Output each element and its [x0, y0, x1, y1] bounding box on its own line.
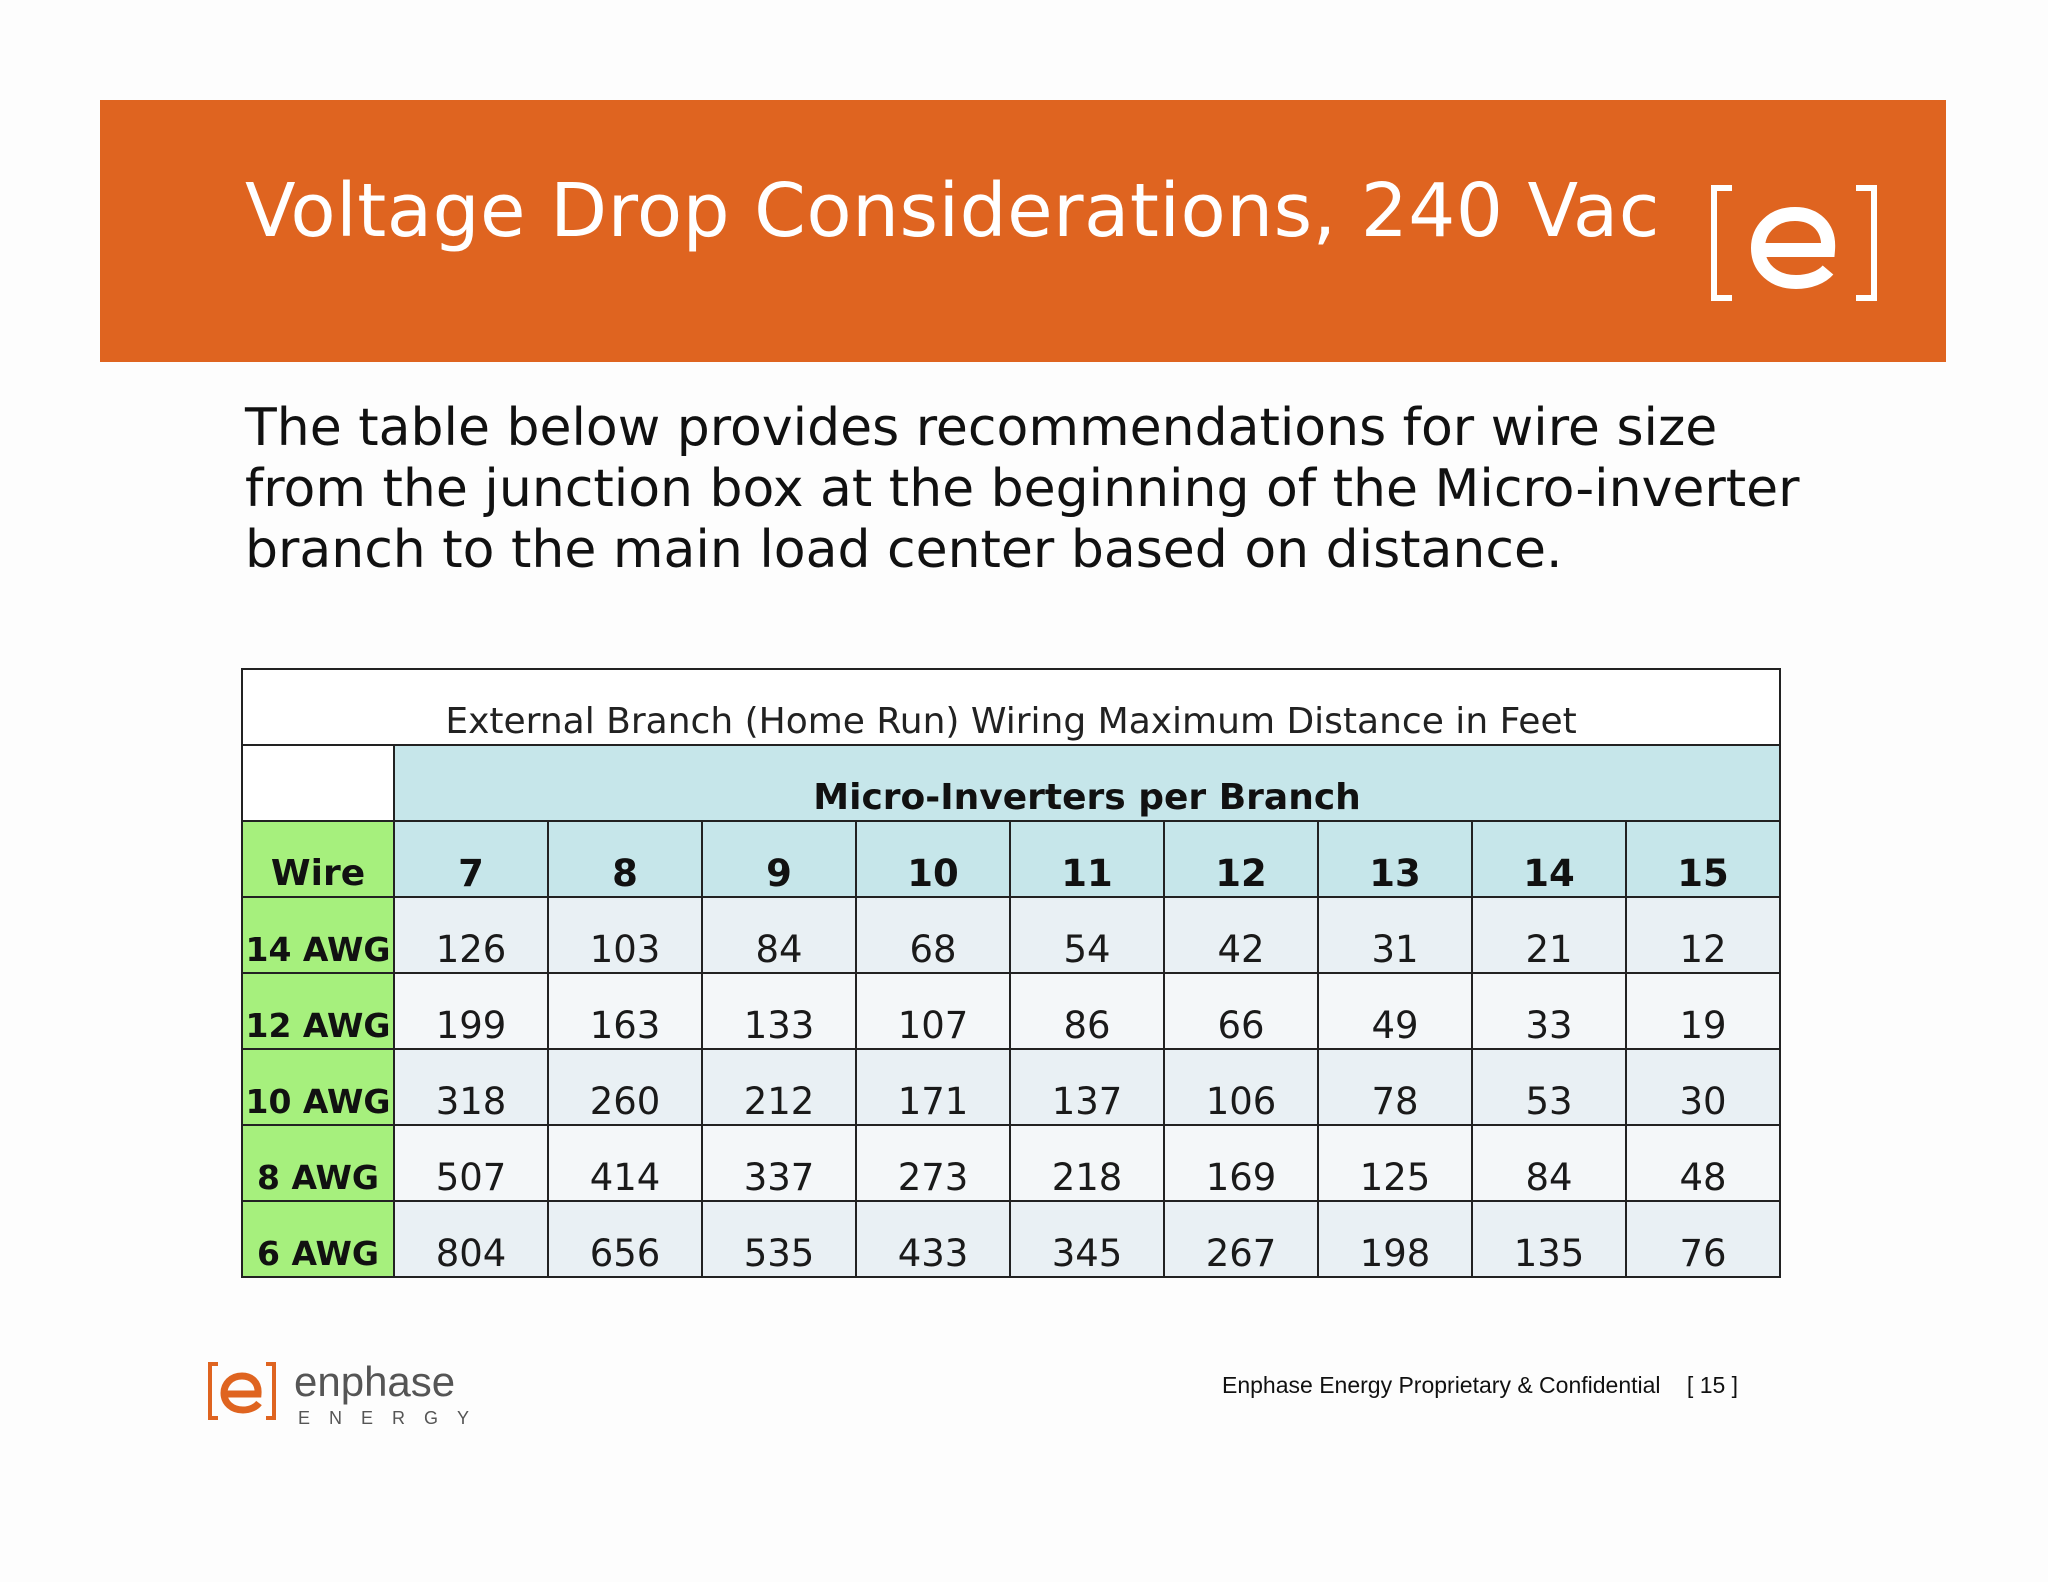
distance-cell: 86	[1010, 973, 1164, 1049]
distance-cell: 76	[1626, 1201, 1780, 1277]
micro-inverters-header: Micro-Inverters per Branch	[394, 745, 1780, 821]
distance-cell: 273	[856, 1125, 1010, 1201]
column-header: 7	[394, 821, 548, 897]
distance-cell: 414	[548, 1125, 702, 1201]
intro-line: The table below provides recommendations for wire size	[245, 398, 1718, 458]
distance-cell: 198	[1318, 1201, 1472, 1277]
distance-cell: 507	[394, 1125, 548, 1201]
table-caption: External Branch (Home Run) Wiring Maximum Distance in Feet	[242, 669, 1780, 745]
distance-cell: 337	[702, 1125, 856, 1201]
distance-cell: 163	[548, 973, 702, 1049]
distance-cell: 106	[1164, 1049, 1318, 1125]
distance-cell: 218	[1010, 1125, 1164, 1201]
column-header: 13	[1318, 821, 1472, 897]
distance-cell: 78	[1318, 1049, 1472, 1125]
distance-cell: 804	[394, 1201, 548, 1277]
wire-size-cell: 8 AWG	[242, 1125, 394, 1201]
group-header-row	[242, 745, 1780, 821]
enphase-e-bracket-icon	[1704, 178, 1884, 308]
distance-cell: 267	[1164, 1201, 1318, 1277]
column-header: 11	[1010, 821, 1164, 897]
wire-size-cell: 14 AWG	[242, 897, 394, 973]
distance-cell: 125	[1318, 1125, 1472, 1201]
distance-cell: 53	[1472, 1049, 1626, 1125]
distance-cell: 133	[702, 973, 856, 1049]
distance-cell: 318	[394, 1049, 548, 1125]
slide-title: Voltage Drop Considerations, 240 Vac	[245, 168, 1660, 254]
distance-cell: 433	[856, 1201, 1010, 1277]
column-header: 10	[856, 821, 1010, 897]
distance-cell: 126	[394, 897, 548, 973]
distance-cell: 49	[1318, 973, 1472, 1049]
distance-cell: 137	[1010, 1049, 1164, 1125]
distance-cell: 199	[394, 973, 548, 1049]
wire-size-cell: 6 AWG	[242, 1201, 394, 1277]
wire-column-header: Wire	[242, 821, 394, 897]
distance-cell: 54	[1010, 897, 1164, 973]
distance-cell: 345	[1010, 1201, 1164, 1277]
table-row	[242, 1125, 1780, 1201]
distance-cell: 84	[1472, 1125, 1626, 1201]
distance-cell: 48	[1626, 1125, 1780, 1201]
distance-cell: 31	[1318, 897, 1472, 973]
column-header: 14	[1472, 821, 1626, 897]
footer-logo-wordmark: enphase	[294, 1358, 456, 1405]
distance-cell: 30	[1626, 1049, 1780, 1125]
distance-cell: 260	[548, 1049, 702, 1125]
distance-cell: 103	[548, 897, 702, 973]
distance-cell: 656	[548, 1201, 702, 1277]
column-header: 12	[1164, 821, 1318, 897]
footer-logo-subword: ENERGY	[298, 1408, 489, 1428]
column-header-row	[242, 821, 1780, 897]
empty-corner-cell	[242, 745, 394, 821]
intro-line: from the junction box at the beginning of the Micro-inverter	[245, 459, 1800, 519]
distance-cell: 68	[856, 897, 1010, 973]
column-header: 15	[1626, 821, 1780, 897]
distance-cell: 169	[1164, 1125, 1318, 1201]
confidential-notice: Enphase Energy Proprietary & Confidential	[1222, 1372, 1661, 1398]
enphase-logo-icon	[206, 1352, 496, 1432]
distance-cell: 171	[856, 1049, 1010, 1125]
distance-cell: 12	[1626, 897, 1780, 973]
distance-cell: 42	[1164, 897, 1318, 973]
table-row	[242, 1201, 1780, 1277]
distance-cell: 535	[702, 1201, 856, 1277]
table-row	[242, 1049, 1780, 1125]
distance-cell: 33	[1472, 973, 1626, 1049]
table-row	[242, 973, 1780, 1049]
distance-cell: 135	[1472, 1201, 1626, 1277]
wire-size-cell: 12 AWG	[242, 973, 394, 1049]
distance-cell: 212	[702, 1049, 856, 1125]
distance-cell: 107	[856, 973, 1010, 1049]
distance-cell: 21	[1472, 897, 1626, 973]
footer	[1222, 1372, 1738, 1399]
distance-cell: 19	[1626, 973, 1780, 1049]
column-header: 9	[702, 821, 856, 897]
column-header: 8	[548, 821, 702, 897]
intro-paragraph	[245, 398, 1805, 581]
distance-cell: 66	[1164, 973, 1318, 1049]
caption-row	[242, 669, 1780, 745]
title-banner	[100, 100, 1946, 362]
table-row	[242, 897, 1780, 973]
wire-distance-table	[241, 668, 1781, 1278]
page-number: [ 15 ]	[1686, 1372, 1739, 1398]
distance-cell: 84	[702, 897, 856, 973]
intro-line: branch to the main load center based on distance.	[245, 520, 1563, 580]
wire-size-cell: 10 AWG	[242, 1049, 394, 1125]
